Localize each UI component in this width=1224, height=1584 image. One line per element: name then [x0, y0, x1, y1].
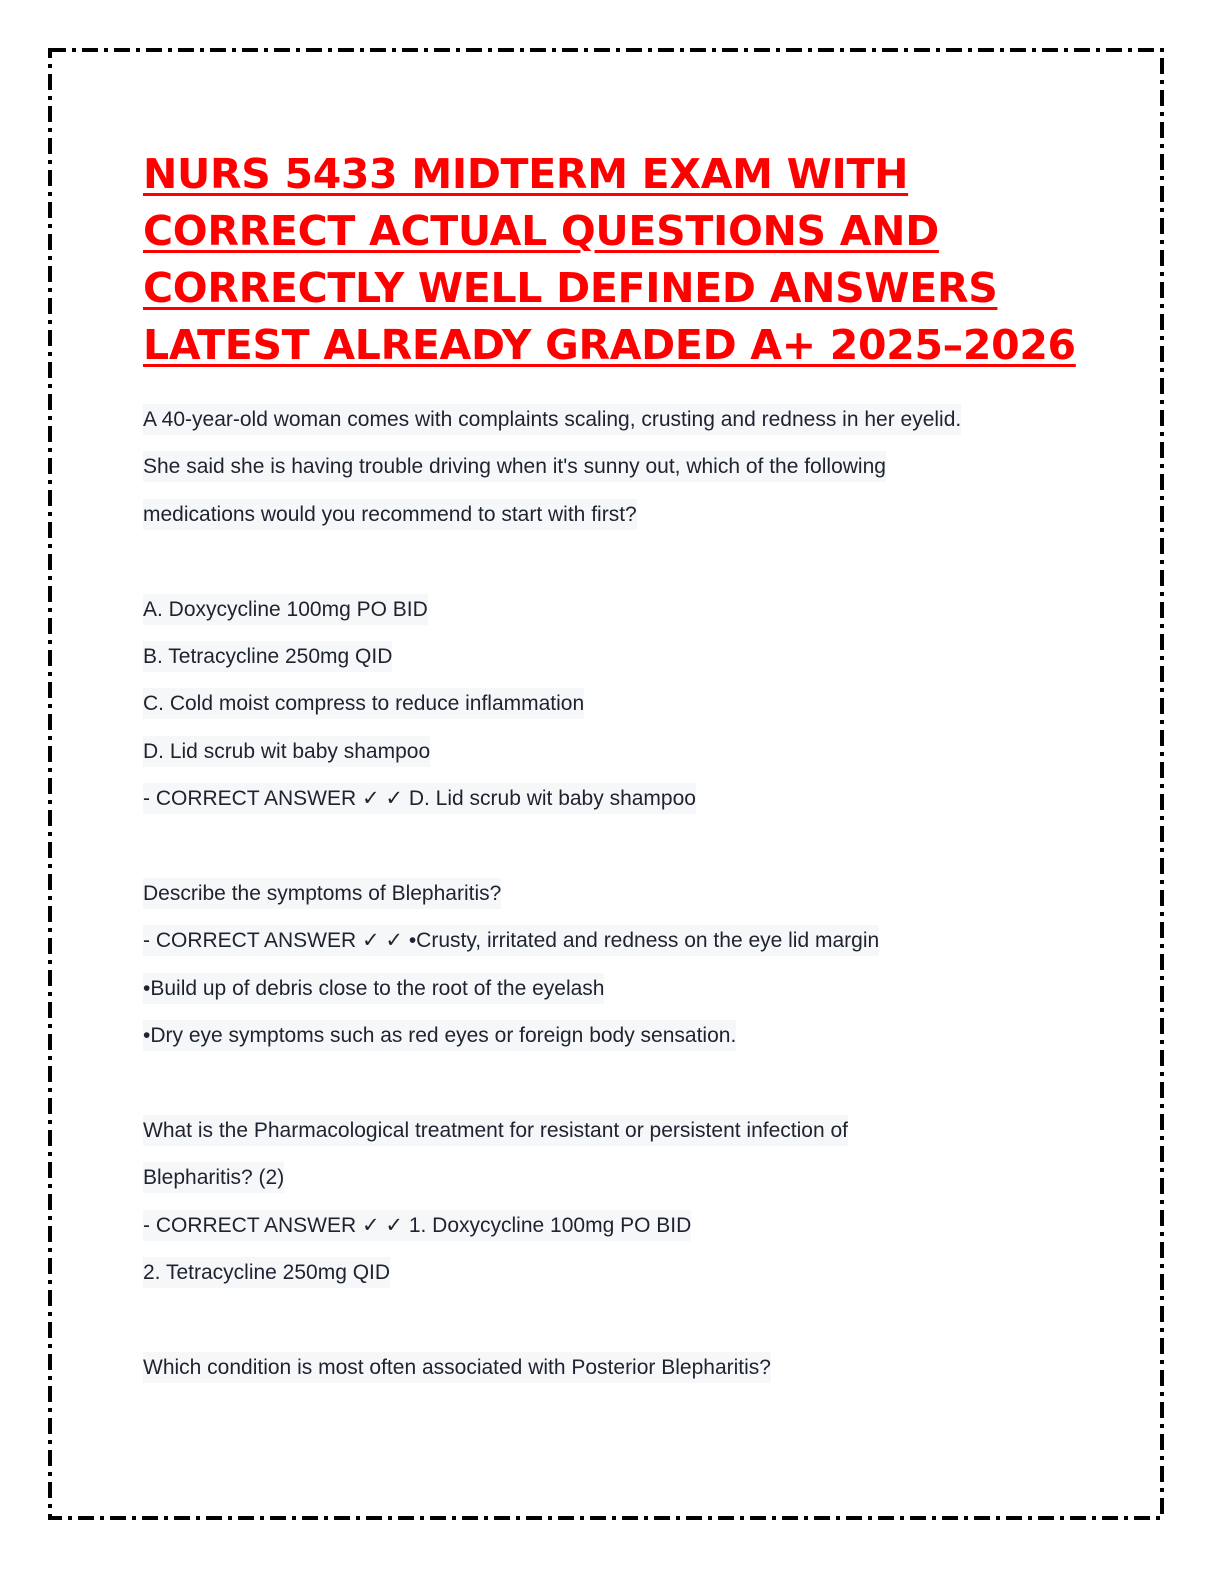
- document-content: [143, 146, 1093, 1391]
- question-1-line-2: She said she is having trouble driving when it's sunny out, which of the following: [143, 443, 1093, 490]
- title-line-1: NURS 5433 MIDTERM EXAM WITH: [143, 150, 909, 198]
- spacer: [143, 1059, 1093, 1106]
- spacer: [143, 1296, 1093, 1343]
- option-b: B. Tetracycline 250mg QID: [143, 633, 1093, 680]
- title-line-2: CORRECT ACTUAL QUESTIONS AND: [143, 207, 939, 255]
- answer-3-line-1: - CORRECT ANSWER ✓ ✓ 1. Doxycycline 100mg PO BID: [143, 1202, 1093, 1249]
- answer-2-line-3: •Dry eye symptoms such as red eyes or foreign body sensation.: [143, 1012, 1093, 1059]
- spacer: [143, 538, 1093, 585]
- question-3-line-2: Blepharitis? (2): [143, 1154, 1093, 1201]
- answer-2-line-1: - CORRECT ANSWER ✓ ✓ •Crusty, irritated and redness on the eye lid margin: [143, 917, 1093, 964]
- answer-2-line-2: •Build up of debris close to the root of the eyelash: [143, 965, 1093, 1012]
- spacer: [143, 823, 1093, 870]
- document-body: [143, 396, 1093, 1391]
- question-1-line-1: A 40-year-old woman comes with complaints scaling, crusting and redness in her eyelid.: [143, 396, 1093, 443]
- title-line-3: CORRECTLY WELL DEFINED ANSWERS: [143, 264, 998, 312]
- question-2-line-1: Describe the symptoms of Blepharitis?: [143, 870, 1093, 917]
- option-a: A. Doxycycline 100mg PO BID: [143, 586, 1093, 633]
- answer-1: - CORRECT ANSWER ✓ ✓ D. Lid scrub wit baby shampoo: [143, 775, 1093, 822]
- question-3-line-1: What is the Pharmacological treatment for resistant or persistent infection of: [143, 1107, 1093, 1154]
- document-title: [143, 146, 1093, 374]
- question-4-line-1: Which condition is most often associated with Posterior Blepharitis?: [143, 1344, 1093, 1391]
- answer-3-line-2: 2. Tetracycline 250mg QID: [143, 1249, 1093, 1296]
- option-c: C. Cold moist compress to reduce inflammation: [143, 680, 1093, 727]
- title-line-4: LATEST ALREADY GRADED A+ 2025–2026: [143, 321, 1076, 369]
- option-d: D. Lid scrub wit baby shampoo: [143, 728, 1093, 775]
- question-1-line-3: medications would you recommend to start with first?: [143, 491, 1093, 538]
